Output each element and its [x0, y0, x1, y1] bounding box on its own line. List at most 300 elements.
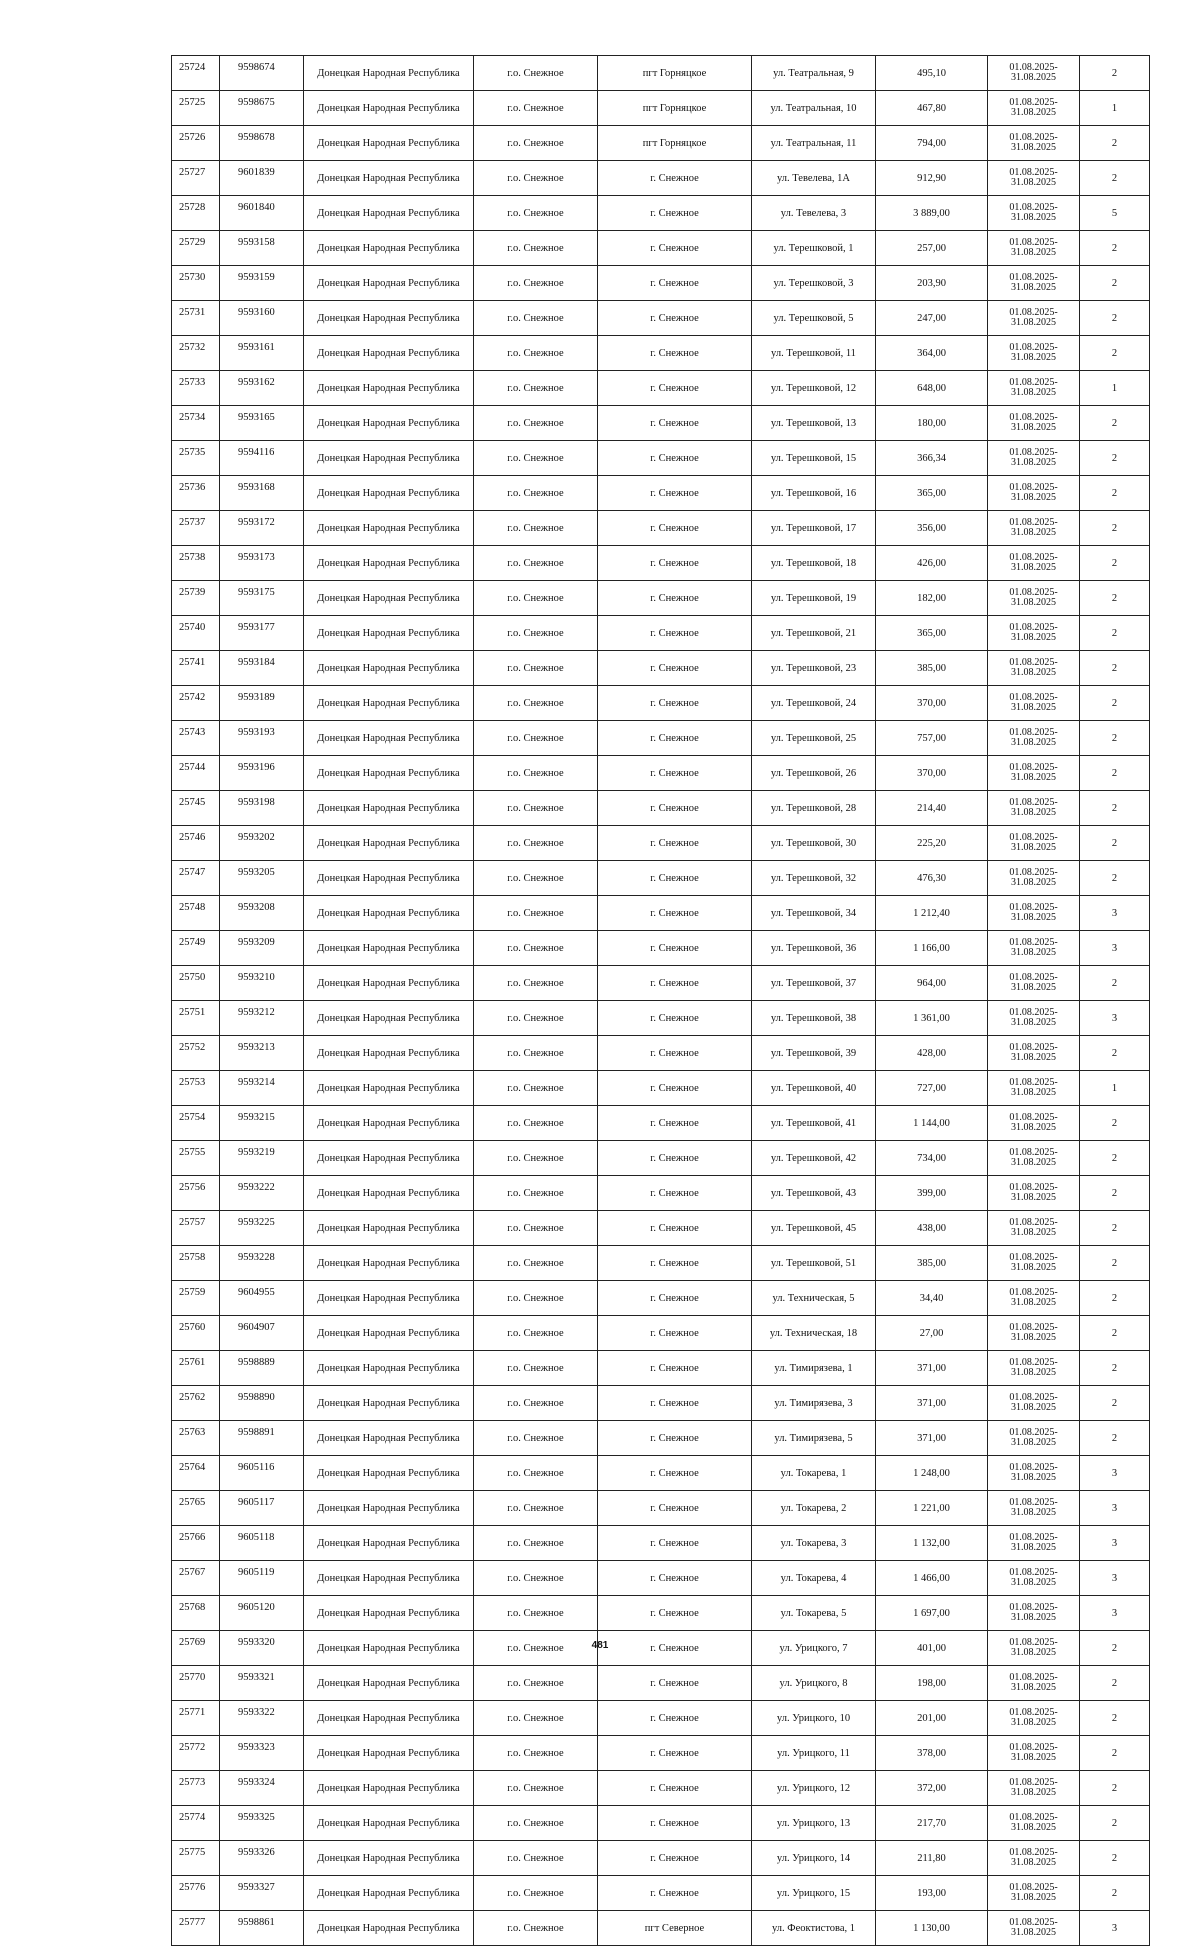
table-row [172, 686, 1150, 721]
area-cell: 27,00 [876, 1316, 988, 1351]
period-cell [988, 931, 1080, 966]
count-cell: 2 [1080, 266, 1150, 301]
period-end: 31.08.2025 [1011, 702, 1056, 713]
address-cell: ул. Терешковой, 17 [752, 511, 876, 546]
period-end: 31.08.2025 [1011, 1227, 1056, 1238]
count-cell: 3 [1080, 1561, 1150, 1596]
period-start: 01.08.2025- [1009, 1707, 1058, 1718]
locality-cell: г. Снежное [598, 406, 752, 441]
republic-cell: Донецкая Народная Республика [304, 966, 474, 1001]
locality-cell: г. Снежное [598, 546, 752, 581]
row-number: 25735 [172, 441, 220, 476]
period-cell [988, 1176, 1080, 1211]
period-end: 31.08.2025 [1011, 947, 1056, 958]
republic-cell: Донецкая Народная Республика [304, 511, 474, 546]
cadastral-id: 9593202 [220, 826, 304, 861]
area-cell: 426,00 [876, 546, 988, 581]
republic-cell: Донецкая Народная Республика [304, 1001, 474, 1036]
count-cell: 1 [1080, 91, 1150, 126]
district-cell: г.о. Снежное [474, 546, 598, 581]
period-cell [988, 861, 1080, 896]
address-cell: ул. Терешковой, 15 [752, 441, 876, 476]
cadastral-id: 9605116 [220, 1456, 304, 1491]
registry-rows [172, 56, 1150, 1946]
count-cell: 2 [1080, 1876, 1150, 1911]
address-cell: ул. Терешковой, 28 [752, 791, 876, 826]
locality-cell: г. Снежное [598, 511, 752, 546]
republic-cell: Донецкая Народная Республика [304, 56, 474, 91]
republic-cell: Донецкая Народная Республика [304, 1351, 474, 1386]
count-cell: 2 [1080, 1666, 1150, 1701]
address-cell: ул. Терешковой, 23 [752, 651, 876, 686]
area-cell: 370,00 [876, 756, 988, 791]
period-cell [988, 546, 1080, 581]
district-cell: г.о. Снежное [474, 371, 598, 406]
area-cell: 495,10 [876, 56, 988, 91]
locality-cell: г. Снежное [598, 1421, 752, 1456]
republic-cell: Донецкая Народная Республика [304, 1841, 474, 1876]
area-cell: 438,00 [876, 1211, 988, 1246]
locality-cell: г. Снежное [598, 581, 752, 616]
district-cell: г.о. Снежное [474, 896, 598, 931]
district-cell: г.о. Снежное [474, 266, 598, 301]
table-row [172, 1351, 1150, 1386]
period-start: 01.08.2025- [1009, 1287, 1058, 1298]
count-cell: 2 [1080, 231, 1150, 266]
row-number: 25745 [172, 791, 220, 826]
district-cell: г.о. Снежное [474, 1211, 598, 1246]
period-start: 01.08.2025- [1009, 132, 1058, 143]
locality-cell: г. Снежное [598, 651, 752, 686]
period-start: 01.08.2025- [1009, 1357, 1058, 1368]
locality-cell: г. Снежное [598, 1526, 752, 1561]
district-cell: г.о. Снежное [474, 1071, 598, 1106]
period-end: 31.08.2025 [1011, 1507, 1056, 1518]
period-end: 31.08.2025 [1011, 282, 1056, 293]
period-start: 01.08.2025- [1009, 1322, 1058, 1333]
row-number: 25725 [172, 91, 220, 126]
locality-cell: г. Снежное [598, 616, 752, 651]
period-cell [988, 721, 1080, 756]
cadastral-id: 9593205 [220, 861, 304, 896]
period-end: 31.08.2025 [1011, 1367, 1056, 1378]
cadastral-id: 9593324 [220, 1771, 304, 1806]
district-cell: г.о. Снежное [474, 231, 598, 266]
table-row [172, 1246, 1150, 1281]
period-cell [988, 476, 1080, 511]
table-row [172, 581, 1150, 616]
cadastral-id: 9598674 [220, 56, 304, 91]
cadastral-id: 9593321 [220, 1666, 304, 1701]
count-cell: 2 [1080, 826, 1150, 861]
cadastral-id: 9605117 [220, 1491, 304, 1526]
cadastral-id: 9593173 [220, 546, 304, 581]
count-cell: 3 [1080, 1596, 1150, 1631]
period-cell [988, 966, 1080, 1001]
period-start: 01.08.2025- [1009, 412, 1058, 423]
locality-cell: г. Снежное [598, 1211, 752, 1246]
district-cell: г.о. Снежное [474, 1176, 598, 1211]
period-cell [988, 511, 1080, 546]
period-end: 31.08.2025 [1011, 247, 1056, 258]
area-cell: 371,00 [876, 1386, 988, 1421]
district-cell: г.о. Снежное [474, 301, 598, 336]
republic-cell: Донецкая Народная Республика [304, 476, 474, 511]
row-number: 25772 [172, 1736, 220, 1771]
count-cell: 1 [1080, 1071, 1150, 1106]
cadastral-id: 9601840 [220, 196, 304, 231]
republic-cell: Донецкая Народная Республика [304, 1736, 474, 1771]
republic-cell: Донецкая Народная Республика [304, 371, 474, 406]
period-end: 31.08.2025 [1011, 1857, 1056, 1868]
count-cell: 3 [1080, 1456, 1150, 1491]
cadastral-id: 9605119 [220, 1561, 304, 1596]
period-start: 01.08.2025- [1009, 1147, 1058, 1158]
count-cell: 2 [1080, 616, 1150, 651]
table-row [172, 546, 1150, 581]
district-cell: г.о. Снежное [474, 441, 598, 476]
address-cell: ул. Тимирязева, 5 [752, 1421, 876, 1456]
period-end: 31.08.2025 [1011, 1822, 1056, 1833]
period-end: 31.08.2025 [1011, 667, 1056, 678]
period-cell [988, 1001, 1080, 1036]
address-cell: ул. Техническая, 18 [752, 1316, 876, 1351]
address-cell: ул. Токарева, 5 [752, 1596, 876, 1631]
address-cell: ул. Терешковой, 30 [752, 826, 876, 861]
period-start: 01.08.2025- [1009, 867, 1058, 878]
row-number: 25728 [172, 196, 220, 231]
table-row [172, 1456, 1150, 1491]
count-cell: 2 [1080, 1701, 1150, 1736]
period-start: 01.08.2025- [1009, 342, 1058, 353]
count-cell: 2 [1080, 336, 1150, 371]
period-end: 31.08.2025 [1011, 457, 1056, 468]
area-cell: 794,00 [876, 126, 988, 161]
republic-cell: Донецкая Народная Республика [304, 91, 474, 126]
address-cell: ул. Терешковой, 41 [752, 1106, 876, 1141]
republic-cell: Донецкая Народная Республика [304, 161, 474, 196]
area-cell: 257,00 [876, 231, 988, 266]
period-start: 01.08.2025- [1009, 1462, 1058, 1473]
table-row [172, 511, 1150, 546]
district-cell: г.о. Снежное [474, 966, 598, 1001]
period-start: 01.08.2025- [1009, 972, 1058, 983]
row-number: 25767 [172, 1561, 220, 1596]
area-cell: 365,00 [876, 616, 988, 651]
row-number: 25732 [172, 336, 220, 371]
republic-cell: Донецкая Народная Республика [304, 616, 474, 651]
count-cell: 2 [1080, 791, 1150, 826]
period-start: 01.08.2025- [1009, 902, 1058, 913]
cadastral-id: 9593214 [220, 1071, 304, 1106]
count-cell: 2 [1080, 301, 1150, 336]
address-cell: ул. Терешковой, 25 [752, 721, 876, 756]
row-number: 25734 [172, 406, 220, 441]
period-end: 31.08.2025 [1011, 1752, 1056, 1763]
count-cell: 2 [1080, 1351, 1150, 1386]
period-cell [988, 266, 1080, 301]
address-cell: ул. Тимирязева, 1 [752, 1351, 876, 1386]
locality-cell: г. Снежное [598, 301, 752, 336]
address-cell: ул. Урицкого, 14 [752, 1841, 876, 1876]
period-cell [988, 686, 1080, 721]
area-cell: 378,00 [876, 1736, 988, 1771]
count-cell: 1 [1080, 371, 1150, 406]
period-cell [988, 1036, 1080, 1071]
address-cell: ул. Урицкого, 11 [752, 1736, 876, 1771]
district-cell: г.о. Снежное [474, 581, 598, 616]
row-number: 25751 [172, 1001, 220, 1036]
address-cell: ул. Терешковой, 40 [752, 1071, 876, 1106]
page-number: 481 [591, 1640, 609, 1651]
address-cell: ул. Токарева, 4 [752, 1561, 876, 1596]
republic-cell: Донецкая Народная Республика [304, 1421, 474, 1456]
period-end: 31.08.2025 [1011, 1682, 1056, 1693]
locality-cell: г. Снежное [598, 721, 752, 756]
republic-cell: Донецкая Народная Республика [304, 581, 474, 616]
locality-cell: г. Снежное [598, 1736, 752, 1771]
row-number: 25766 [172, 1526, 220, 1561]
cadastral-id: 9593160 [220, 301, 304, 336]
locality-cell: пгт Горняцкое [598, 126, 752, 161]
table-row [172, 441, 1150, 476]
district-cell: г.о. Снежное [474, 511, 598, 546]
period-end: 31.08.2025 [1011, 807, 1056, 818]
period-cell [988, 1386, 1080, 1421]
table-row [172, 1316, 1150, 1351]
address-cell: ул. Терешковой, 26 [752, 756, 876, 791]
table-row [172, 756, 1150, 791]
period-start: 01.08.2025- [1009, 1042, 1058, 1053]
locality-cell: г. Снежное [598, 1841, 752, 1876]
period-start: 01.08.2025- [1009, 1917, 1058, 1928]
area-cell: 193,00 [876, 1876, 988, 1911]
area-cell: 385,00 [876, 1246, 988, 1281]
count-cell: 2 [1080, 1771, 1150, 1806]
row-number: 25743 [172, 721, 220, 756]
period-start: 01.08.2025- [1009, 1882, 1058, 1893]
address-cell: ул. Урицкого, 10 [752, 1701, 876, 1736]
table-row [172, 616, 1150, 651]
district-cell: г.о. Снежное [474, 1036, 598, 1071]
locality-cell: г. Снежное [598, 1386, 752, 1421]
table-row [172, 1001, 1150, 1036]
address-cell: ул. Терешковой, 39 [752, 1036, 876, 1071]
cadastral-id: 9593184 [220, 651, 304, 686]
republic-cell: Донецкая Народная Республика [304, 1211, 474, 1246]
locality-cell: г. Снежное [598, 896, 752, 931]
table-row [172, 161, 1150, 196]
table-row [172, 1141, 1150, 1176]
row-number: 25744 [172, 756, 220, 791]
period-cell [988, 1281, 1080, 1316]
address-cell: ул. Терешковой, 1 [752, 231, 876, 266]
period-cell [988, 301, 1080, 336]
area-cell: 476,30 [876, 861, 988, 896]
locality-cell: г. Снежное [598, 826, 752, 861]
area-cell: 385,00 [876, 651, 988, 686]
period-end: 31.08.2025 [1011, 177, 1056, 188]
count-cell: 3 [1080, 1491, 1150, 1526]
period-cell [988, 441, 1080, 476]
district-cell: г.о. Снежное [474, 1456, 598, 1491]
count-cell: 2 [1080, 546, 1150, 581]
period-cell [988, 581, 1080, 616]
locality-cell: г. Снежное [598, 231, 752, 266]
address-cell: ул. Терешковой, 5 [752, 301, 876, 336]
cadastral-id: 9593325 [220, 1806, 304, 1841]
row-number: 25729 [172, 231, 220, 266]
row-number: 25758 [172, 1246, 220, 1281]
period-start: 01.08.2025- [1009, 1777, 1058, 1788]
area-cell: 201,00 [876, 1701, 988, 1736]
cadastral-id: 9598889 [220, 1351, 304, 1386]
address-cell: ул. Терешковой, 12 [752, 371, 876, 406]
period-end: 31.08.2025 [1011, 1192, 1056, 1203]
row-number: 25747 [172, 861, 220, 896]
table-row [172, 371, 1150, 406]
cadastral-id: 9604955 [220, 1281, 304, 1316]
address-cell: ул. Терешковой, 16 [752, 476, 876, 511]
area-cell: 3 889,00 [876, 196, 988, 231]
period-end: 31.08.2025 [1011, 1087, 1056, 1098]
period-start: 01.08.2025- [1009, 1637, 1058, 1648]
row-number: 25739 [172, 581, 220, 616]
cadastral-id: 9593158 [220, 231, 304, 266]
area-cell: 1 361,00 [876, 1001, 988, 1036]
district-cell: г.о. Снежное [474, 91, 598, 126]
table-row [172, 1281, 1150, 1316]
period-end: 31.08.2025 [1011, 982, 1056, 993]
row-number: 25727 [172, 161, 220, 196]
address-cell: ул. Терешковой, 36 [752, 931, 876, 966]
district-cell: г.о. Снежное [474, 791, 598, 826]
district-cell: г.о. Снежное [474, 931, 598, 966]
republic-cell: Донецкая Народная Республика [304, 196, 474, 231]
table-row [172, 266, 1150, 301]
row-number: 25760 [172, 1316, 220, 1351]
area-cell: 356,00 [876, 511, 988, 546]
count-cell: 2 [1080, 1631, 1150, 1666]
row-number: 25742 [172, 686, 220, 721]
period-end: 31.08.2025 [1011, 1262, 1056, 1273]
period-start: 01.08.2025- [1009, 587, 1058, 598]
period-end: 31.08.2025 [1011, 1612, 1056, 1623]
district-cell: г.о. Снежное [474, 1001, 598, 1036]
district-cell: г.о. Снежное [474, 1281, 598, 1316]
period-start: 01.08.2025- [1009, 622, 1058, 633]
cadastral-id: 9593212 [220, 1001, 304, 1036]
period-cell [988, 91, 1080, 126]
period-start: 01.08.2025- [1009, 97, 1058, 108]
republic-cell: Донецкая Народная Республика [304, 1246, 474, 1281]
row-number: 25750 [172, 966, 220, 1001]
address-cell: ул. Терешковой, 3 [752, 266, 876, 301]
cadastral-id: 9593320 [220, 1631, 304, 1666]
district-cell: г.о. Снежное [474, 1911, 598, 1946]
table-row [172, 1736, 1150, 1771]
area-cell: 34,40 [876, 1281, 988, 1316]
period-cell [988, 826, 1080, 861]
period-cell [988, 161, 1080, 196]
count-cell: 2 [1080, 1106, 1150, 1141]
cadastral-id: 9593326 [220, 1841, 304, 1876]
address-cell: ул. Токарева, 1 [752, 1456, 876, 1491]
row-number: 25753 [172, 1071, 220, 1106]
cadastral-id: 9593177 [220, 616, 304, 651]
count-cell: 3 [1080, 1526, 1150, 1561]
row-number: 25770 [172, 1666, 220, 1701]
locality-cell: г. Снежное [598, 1176, 752, 1211]
count-cell: 2 [1080, 1841, 1150, 1876]
area-cell: 211,80 [876, 1841, 988, 1876]
row-number: 25724 [172, 56, 220, 91]
row-number: 25746 [172, 826, 220, 861]
period-start: 01.08.2025- [1009, 1007, 1058, 1018]
republic-cell: Донецкая Народная Республика [304, 406, 474, 441]
locality-cell: г. Снежное [598, 1806, 752, 1841]
locality-cell: г. Снежное [598, 1631, 752, 1666]
row-number: 25733 [172, 371, 220, 406]
district-cell: г.о. Снежное [474, 1806, 598, 1841]
period-end: 31.08.2025 [1011, 1472, 1056, 1483]
period-start: 01.08.2025- [1009, 1077, 1058, 1088]
table-row [172, 966, 1150, 1001]
period-start: 01.08.2025- [1009, 377, 1058, 388]
count-cell: 2 [1080, 1806, 1150, 1841]
district-cell: г.о. Снежное [474, 756, 598, 791]
cadastral-id: 9593322 [220, 1701, 304, 1736]
period-end: 31.08.2025 [1011, 387, 1056, 398]
period-start: 01.08.2025- [1009, 167, 1058, 178]
period-cell [988, 1526, 1080, 1561]
republic-cell: Донецкая Народная Республика [304, 1036, 474, 1071]
locality-cell: г. Снежное [598, 1456, 752, 1491]
cadastral-id: 9593198 [220, 791, 304, 826]
count-cell: 2 [1080, 721, 1150, 756]
republic-cell: Донецкая Народная Республика [304, 1631, 474, 1666]
table-row [172, 896, 1150, 931]
address-cell: ул. Театральная, 11 [752, 126, 876, 161]
period-cell [988, 1211, 1080, 1246]
district-cell: г.о. Снежное [474, 1701, 598, 1736]
period-start: 01.08.2025- [1009, 237, 1058, 248]
cadastral-id: 9593210 [220, 966, 304, 1001]
cadastral-id: 9605118 [220, 1526, 304, 1561]
address-cell: ул. Тевелева, 1А [752, 161, 876, 196]
locality-cell: г. Снежное [598, 931, 752, 966]
area-cell: 370,00 [876, 686, 988, 721]
row-number: 25762 [172, 1386, 220, 1421]
period-start: 01.08.2025- [1009, 1252, 1058, 1263]
period-cell [988, 896, 1080, 931]
table-row [172, 91, 1150, 126]
table-row [172, 1106, 1150, 1141]
period-end: 31.08.2025 [1011, 142, 1056, 153]
locality-cell: г. Снежное [598, 1666, 752, 1701]
area-cell: 247,00 [876, 301, 988, 336]
area-cell: 1 466,00 [876, 1561, 988, 1596]
period-end: 31.08.2025 [1011, 492, 1056, 503]
address-cell: ул. Токарева, 3 [752, 1526, 876, 1561]
locality-cell: г. Снежное [598, 966, 752, 1001]
cadastral-id: 9593228 [220, 1246, 304, 1281]
period-cell [988, 1771, 1080, 1806]
period-start: 01.08.2025- [1009, 692, 1058, 703]
table-row [172, 1421, 1150, 1456]
district-cell: г.о. Снежное [474, 1736, 598, 1771]
address-cell: ул. Терешковой, 37 [752, 966, 876, 1001]
